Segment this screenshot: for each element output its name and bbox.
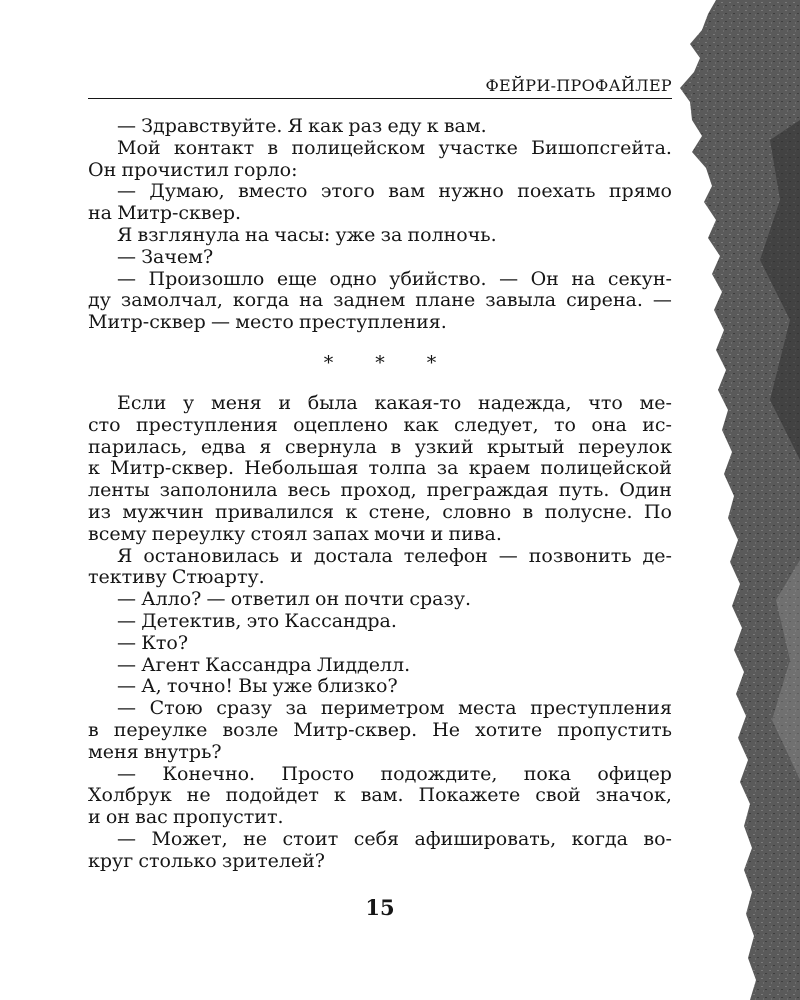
text-line: Я остановилась и достала телефон — позвонить де-: [117, 544, 672, 567]
text-line: — Произошло еще одно убийство. — Он на секун-: [117, 267, 672, 290]
text-line: Холбрук не подойдет к вам. Покажете свой значок,: [88, 784, 672, 807]
text-line: Если у меня и была какая-то надежда, что ме-: [117, 391, 672, 414]
text-line: парилась, едва я свернула в узкий крытый переулок: [88, 435, 672, 458]
paragraph: [88, 589, 672, 611]
text-line: Мой контакт в полицейском участке Бишопсгейта.: [117, 136, 672, 159]
page-text: [88, 116, 672, 873]
text-line: — Конечно. Просто подождите, пока офицер: [117, 762, 672, 785]
text-line: Он прочистил горло:: [88, 158, 298, 181]
page-number: 15: [365, 895, 395, 920]
paragraph: [88, 393, 672, 546]
text-line: всему переулку стоял запах мочи и пива.: [88, 522, 502, 545]
text-line: — Здравствуйте. Я как раз еду к вам.: [117, 115, 487, 137]
text-line: ленты заполонила весь проход, преграждая путь. Один: [88, 479, 672, 502]
paragraph: [88, 546, 672, 590]
paragraph: [88, 655, 672, 677]
text-line: и он вас пропустит.: [88, 806, 284, 829]
text-line: — Стою сразу за периметром места преступления: [117, 697, 672, 720]
text-line: — Агент Кассандра Лидделл.: [117, 653, 411, 676]
paragraph: [88, 698, 672, 763]
text-line: к Митр-сквер. Небольшая толпа за краем полицейской: [88, 457, 672, 480]
text-line: ду замолчал, когда на заднем плане завыла сирена. —: [88, 289, 672, 312]
text-line: меня внутрь?: [88, 740, 222, 763]
paragraph: [88, 138, 672, 182]
header-rule: [88, 98, 672, 99]
scene-break: * * *: [323, 351, 455, 374]
text-line: на Митр-сквер.: [88, 202, 242, 225]
paragraph: [88, 225, 672, 247]
text-line: тективу Стюарту.: [88, 566, 265, 589]
text-line: Митр-сквер — место преступления.: [88, 311, 447, 334]
text-line: — А, точно! Вы уже близко?: [117, 675, 398, 698]
text-line: — Может, не стоит себя афишировать, когда во-: [117, 827, 672, 850]
text-line: — Алло? — ответил он почти сразу.: [117, 588, 472, 611]
text-line: — Кто?: [117, 631, 189, 654]
paragraph: [88, 829, 672, 873]
running-header: ФЕЙРИ-ПРОФАЙЛЕР: [485, 76, 672, 95]
text-line: — Детектив, это Кассандра.: [117, 609, 397, 632]
paragraph: [88, 611, 672, 633]
paragraph: [88, 633, 672, 655]
paragraph: [88, 269, 672, 334]
paragraph: [88, 764, 672, 829]
text-line: в переулке возле Митр-сквер. Не хотите пропустить: [88, 718, 672, 741]
text-before-break: [88, 116, 672, 334]
text-line: круг столько зрителей?: [88, 849, 325, 872]
text-line: сто преступления оцеплено как следует, то она ис-: [88, 413, 672, 436]
paragraph: [88, 116, 672, 138]
text-line: из мужчин привалился к стене, словно в полусне. По: [88, 500, 672, 523]
text-line: — Думаю, вместо этого вам нужно поехать прямо: [117, 180, 672, 203]
text-after-break: [88, 393, 672, 873]
text-line: Я взглянула на часы: уже за полночь.: [117, 223, 497, 246]
paragraph: [88, 181, 672, 225]
text-line: — Зачем?: [117, 245, 214, 268]
paragraph: [88, 676, 672, 698]
paragraph: [88, 247, 672, 269]
